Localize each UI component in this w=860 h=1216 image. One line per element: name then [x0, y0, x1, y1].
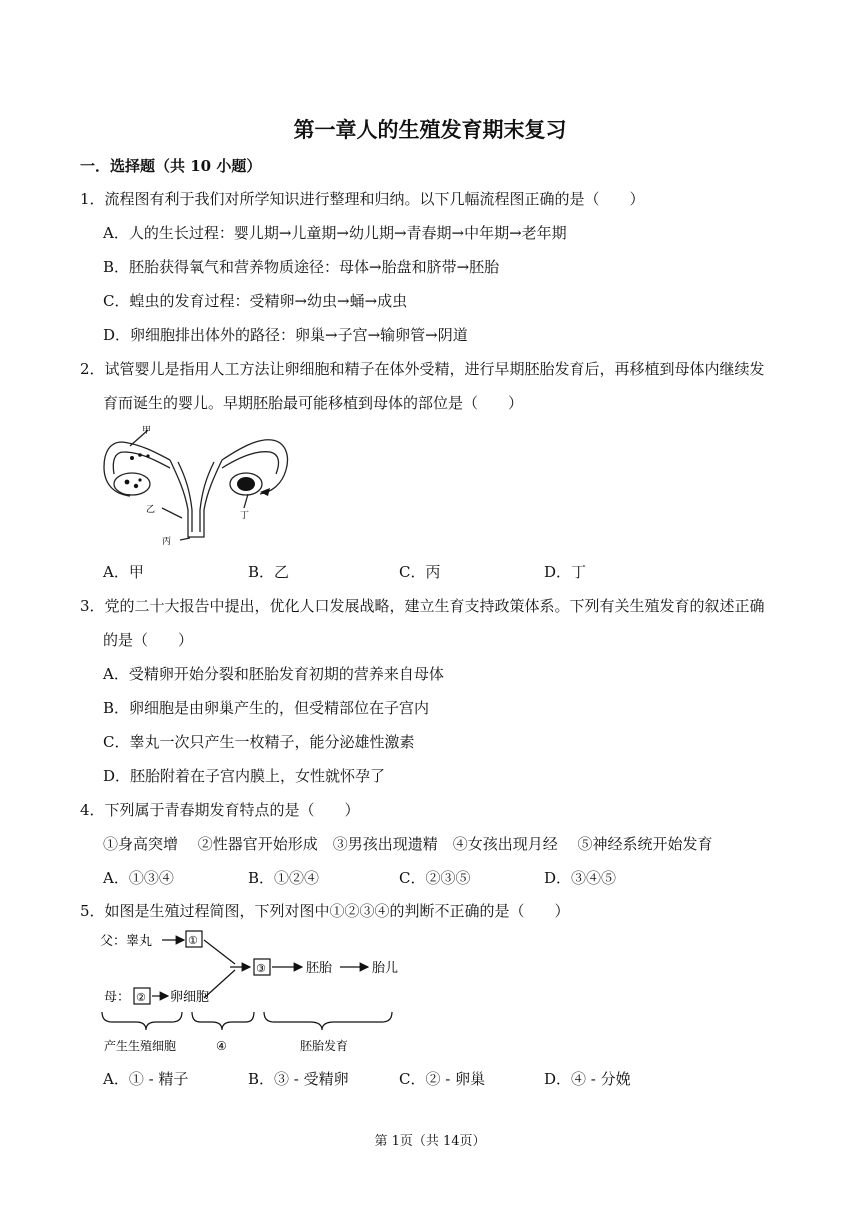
q2-stem-line2: 育而诞生的婴儿。早期胚胎最可能移植到母体的部位是（ ） — [103, 394, 524, 412]
q2-option-d: D．丁 — [544, 563, 587, 581]
label-yi: 乙 — [146, 505, 156, 515]
label-jia: 甲 — [142, 426, 152, 436]
father-testis-label: 父：睾丸 — [100, 934, 153, 949]
q3-option-c: C．睾丸一次只产生一枚精子，能分泌雄性激素 — [103, 733, 415, 751]
embryo-label: 胚胎 — [306, 961, 333, 976]
q1-option-d: D．卵细胞排出体外的路径：卵巢→子宫→输卵管→阴道 — [103, 326, 468, 344]
egg-label: 卵细胞 — [170, 990, 210, 1005]
label-bing: 丙 — [162, 537, 172, 547]
q3-stem-line2: 的是（ ） — [103, 631, 194, 649]
q5-option-c: C．② - 卵巢 — [399, 1070, 486, 1088]
q1-option-c: C．蝗虫的发育过程：受精卵→幼虫→蛹→成虫 — [103, 292, 408, 310]
brace-4-label: ④ — [216, 1039, 227, 1053]
box-1-label: ① — [188, 934, 198, 947]
q5-option-b: B．③ - 受精卵 — [248, 1070, 349, 1088]
q1-option-b: B．胚胎获得氧气和营养物质途径：母体→胎盘和脐带→胚胎 — [103, 258, 500, 276]
q3-option-b: B．卵细胞是由卵巢产生的，但受精部位在子宫内 — [103, 699, 430, 717]
q4-option-c: C．②③⑤ — [399, 869, 471, 887]
mother-label: 母： — [104, 990, 131, 1005]
q2-option-a: A．甲 — [103, 563, 144, 581]
q2-option-c: C．丙 — [399, 563, 441, 581]
reproduction-process-diagram — [100, 926, 400, 1058]
page-title: 第一章人的生殖发育期末复习 — [293, 118, 567, 142]
q4-option-a: A．①③④ — [103, 869, 174, 887]
q5-options — [103, 1068, 703, 1090]
q3-stem-line1: 3．党的二十大报告中提出，优化人口发展战略，建立生育支持政策体系。下列有关生殖发育的叙述正确 — [80, 597, 765, 615]
q3-option-d: D．胚胎附着在子宫内膜上，女性就怀孕了 — [103, 767, 386, 785]
q5-stem: 5．如图是生殖过程简图，下列对图中①②③④的判断不正确的是（ ） — [80, 902, 570, 920]
embryo-development-label: 胚胎发育 — [300, 1039, 349, 1053]
q1-stem: 1．流程图有利于我们对所学知识进行整理和归纳。以下几幅流程图正确的是（ ） — [80, 190, 645, 208]
q2-option-b: B．乙 — [248, 563, 290, 581]
q4-option-b: B．①②④ — [248, 869, 320, 887]
produce-germ-cells-label: 产生生殖细胞 — [104, 1039, 177, 1053]
q5-option-d: D．④ - 分娩 — [544, 1070, 631, 1088]
section-heading: 一．选择题（共 10 小题） — [80, 157, 262, 175]
q4-items: ①身高突增 ②性器官开始形成 ③男孩出现遗精 ④女孩出现月经 ⑤神经系统开始发育 — [103, 835, 713, 853]
q4-options — [103, 867, 703, 889]
box-3-label: ③ — [256, 962, 266, 975]
q5-option-a: A．① - 精子 — [103, 1070, 189, 1088]
q1-option-a: A．人的生长过程：婴儿期→儿童期→幼儿期→青春期→中年期→老年期 — [103, 224, 567, 242]
page-footer: 第 1页（共 14页） — [374, 1134, 486, 1149]
q2-stem-line1: 2．试管婴儿是指用人工方法让卵细胞和精子在体外受精，进行早期胚胎发育后，再移植到母体内继续发 — [80, 360, 765, 378]
label-ding: 丁 — [240, 511, 250, 521]
q4-stem: 4．下列属于青春期发育特点的是（ ） — [80, 801, 360, 819]
q2-options — [103, 561, 703, 583]
box-2-label: ② — [136, 991, 146, 1004]
female-reproductive-system-diagram — [100, 422, 295, 547]
fetus-label: 胎儿 — [372, 961, 399, 976]
q3-option-a: A．受精卵开始分裂和胚胎发育初期的营养来自母体 — [103, 665, 444, 683]
q4-option-d: D．③④⑤ — [544, 869, 617, 887]
